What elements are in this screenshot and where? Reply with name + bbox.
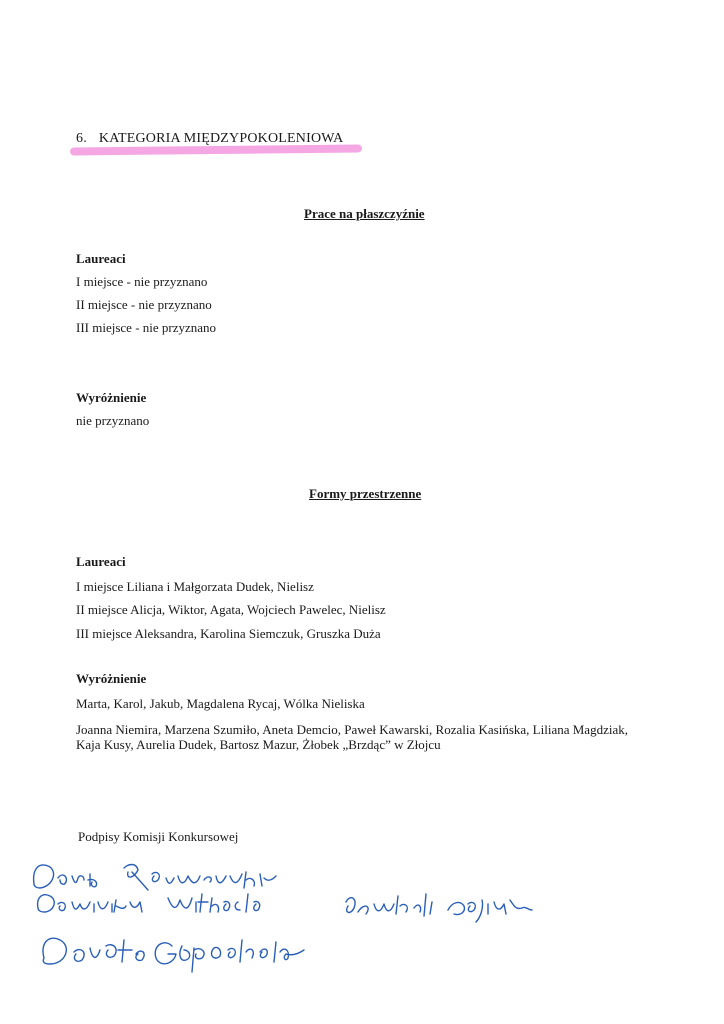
section2-wyroznienie-2: Joanna Niemira, Marzena Szumiło, Aneta Demcio, Paweł Kawarski, Rozalia Kasińska, Liliana Magdziak, Kaja Kusy, Aurelia Dudek, Bartosz Mazur, Żłobek „Brzdąc” w Złojcu [76, 722, 628, 752]
section2-laureat-2: II miejsce Alicja, Wiktor, Agata, Wojciech Pawelec, Nielisz [76, 602, 386, 617]
signature-1 [34, 865, 276, 891]
section2-wyroznienie-1: Marta, Karol, Jakub, Magdalena Rycaj, Wólka Nieliska [76, 696, 365, 711]
category-number: 6. [76, 131, 87, 146]
section2-laureat-1: I miejsce Liliana i Małgorzata Dudek, Nielisz [76, 579, 314, 594]
section1-laureaci-label: Laureaci [76, 251, 126, 266]
section2-title: Formy przestrzenne [309, 486, 422, 501]
signatures-label: Podpisy Komisji Konkursowej [78, 829, 239, 844]
category-title: KATEGORIA MIĘDZYPOKOLENIOWA [98, 131, 344, 146]
section1-title: Prace na płaszczyźnie [304, 206, 425, 221]
signature-2 [38, 894, 260, 912]
signature-3 [43, 938, 304, 972]
category-heading [76, 131, 343, 147]
section2-laureat-3: III miejsce Aleksandra, Karolina Siemczuk, Gruszka Duża [76, 626, 381, 641]
handwritten-signatures [28, 850, 548, 980]
section2-wyroznienie-label: Wyróżnienie [76, 671, 147, 686]
section1-laureat-1: I miejsce - nie przyznano [76, 274, 208, 289]
section1-wyroznienie: nie przyznano [76, 413, 150, 428]
section1-wyroznienie-label: Wyróżnienie [76, 390, 147, 405]
section1-laureat-2: II miejsce - nie przyznano [76, 297, 212, 312]
signature-4 [346, 894, 532, 922]
signature-ink [34, 865, 532, 973]
section1-laureat-3: III miejsce - nie przyznano [76, 320, 217, 335]
section2-laureaci-label: Laureaci [76, 554, 126, 569]
